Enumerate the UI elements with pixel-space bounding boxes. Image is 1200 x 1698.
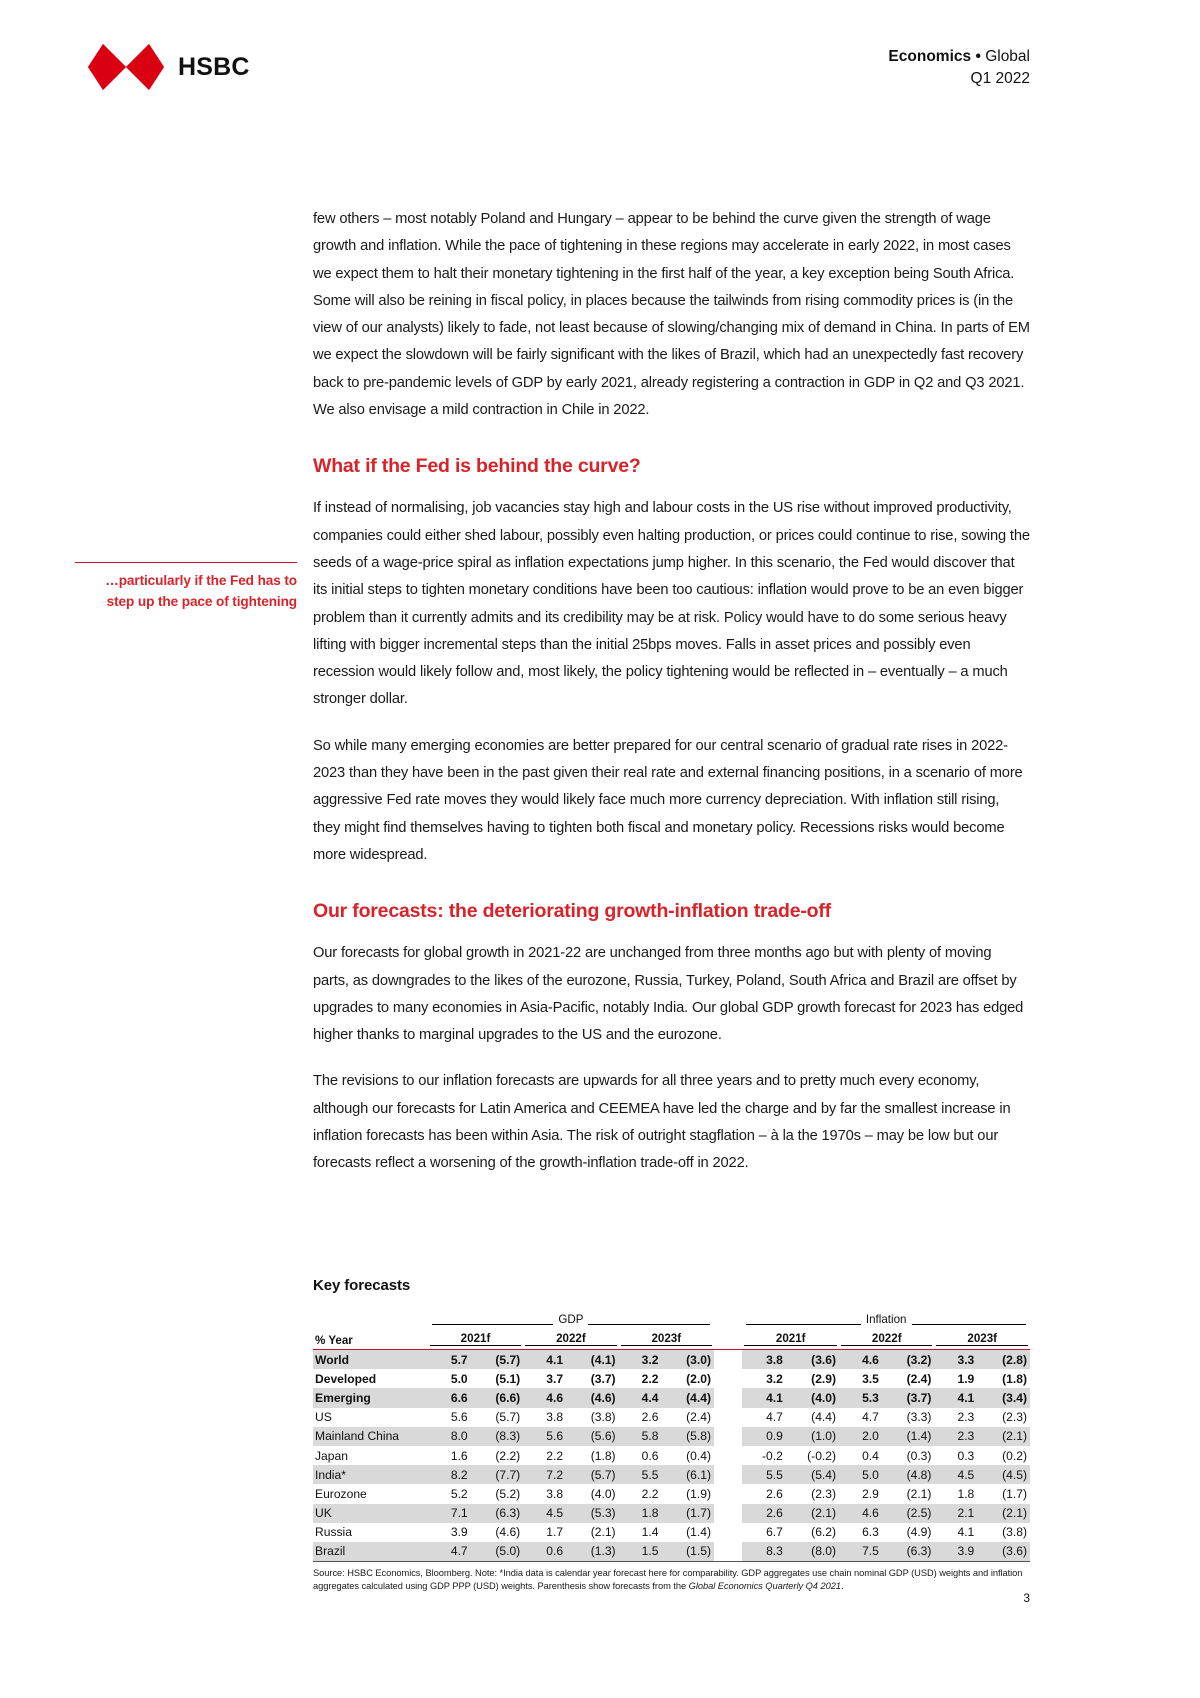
table-cell-gdp-previous: (5.7) <box>495 1410 521 1425</box>
group-header-gdp <box>428 1310 714 1327</box>
table-row-label: World <box>313 1350 428 1370</box>
table-cell-gdp-current: 0.6 <box>641 1448 659 1463</box>
table-cell-inflation-previous: (2.1) <box>977 1427 1030 1446</box>
table-row <box>313 1504 1030 1523</box>
table-cell-inflation-current: 4.7 <box>766 1410 783 1425</box>
table-cell-inflation-current: 0.3 <box>957 1448 975 1463</box>
source-text-part-1: Source: HSBC Economics, Bloomberg. Note: *India data is calendar year forecast here for comparability. GDP aggregates use chain nominal GDP (USD) weights and inflation aggregates calculated using GDP PPP (USD) weights. Parenthesis show forecasts from the <box>313 1568 1023 1592</box>
table-cell-gdp-previous: (3.0) <box>661 1350 714 1370</box>
table-cell-gdp-previous: (4.1) <box>566 1350 619 1370</box>
table-cell-inflation-current: 4.1 <box>934 1388 977 1407</box>
table-cell-gdp-previous: (5.0) <box>471 1542 524 1562</box>
table-cell-inflation-previous: (0.3) <box>906 1448 932 1463</box>
table-row-label: Russia <box>315 1525 352 1540</box>
table-cell-inflation-current: 5.0 <box>839 1465 882 1484</box>
table-cell-inflation-previous: (4.0) <box>786 1388 839 1407</box>
table-cell-gdp-previous: (5.7) <box>566 1465 619 1484</box>
table-cell-gdp-current: 4.5 <box>523 1504 566 1523</box>
table-cell-inflation-current: 4.6 <box>839 1350 882 1370</box>
source-text-part-2: . <box>840 1581 844 1592</box>
table-cell-gap <box>714 1484 742 1503</box>
table-cell-gdp-current: 2.2 <box>641 1486 659 1501</box>
table-cell-inflation-previous: (4.8) <box>882 1465 935 1484</box>
table-body <box>313 1350 1030 1562</box>
table-cell-inflation-previous: (2.5) <box>882 1504 935 1523</box>
table-cell-inflation-current: 2.6 <box>742 1504 785 1523</box>
table-cell-gdp-previous: (5.7) <box>471 1350 524 1370</box>
table-cell-gdp-previous: (3.7) <box>590 1371 616 1386</box>
table-cell-inflation-current: 8.3 <box>742 1542 785 1562</box>
table-cell-gdp-current: 3.2 <box>619 1350 662 1370</box>
table-cell-gdp-previous: (1.3) <box>566 1542 619 1562</box>
table-cell-inflation-current: 3.3 <box>934 1350 977 1370</box>
table-cell-inflation-previous: (3.3) <box>906 1410 932 1425</box>
table-cell-inflation-previous: (4.5) <box>977 1465 1030 1484</box>
table-cell-inflation-previous: (0.2) <box>1002 1448 1027 1463</box>
table-cell-inflation-current: 6.7 <box>766 1525 783 1540</box>
table-cell-gdp-current: 5.0 <box>450 1371 468 1386</box>
table-row <box>313 1523 1030 1542</box>
table-group-header-row <box>313 1310 1030 1327</box>
table-year-header-row <box>313 1327 1030 1350</box>
table-row <box>313 1446 1030 1465</box>
table-cell-gdp-current: 5.7 <box>428 1350 471 1370</box>
table-cell-inflation-previous: (6.3) <box>882 1542 935 1562</box>
table-cell-inflation-previous: (2.1) <box>786 1504 839 1523</box>
column-header-gdp-2022f-label: 2022f <box>552 1332 590 1345</box>
table-cell-gdp-current: 1.6 <box>450 1448 468 1463</box>
table-cell-gdp-previous: (3.8) <box>590 1410 616 1425</box>
table-row-label: UK <box>313 1504 428 1523</box>
table-cell-gdp-current: 3.9 <box>450 1525 468 1540</box>
table-cell-inflation-current: 6.3 <box>862 1525 879 1540</box>
table-cell-inflation-current: -0.2 <box>762 1448 783 1463</box>
table-cell-inflation-current: 1.9 <box>957 1371 975 1386</box>
paragraph-5: The revisions to our inflation forecasts are upwards for all three years and to pretty much every economy, although our forecasts for Latin America and CEEMEA have led the charge and by far the smallest increase in inflation forecasts has been within Asia. The risk of outright stagflation – à la the 1970s – may be low but our forecasts reflect a worsening of the growth-inflation trade-off in 2022. <box>313 1073 1011 1172</box>
table-head <box>313 1310 1030 1350</box>
hsbc-hexagon-icon <box>88 44 164 90</box>
table-cell-inflation-current: 4.1 <box>742 1388 785 1407</box>
column-header-gdp-2021f-label: 2021f <box>457 1332 495 1345</box>
table-cell-gdp-current: 1.8 <box>619 1504 662 1523</box>
table-cell-gap <box>714 1504 742 1523</box>
table-row-label: Mainland China <box>313 1427 428 1446</box>
table-row <box>313 1427 1030 1446</box>
table-cell-inflation-previous: (2.9) <box>811 1371 837 1386</box>
column-header-inflation-2022f-label: 2022f <box>868 1332 906 1345</box>
table-cell-gdp-current: 2.2 <box>546 1448 564 1463</box>
table-cell-gap <box>714 1408 742 1427</box>
table-cell-gdp-current: 5.5 <box>619 1465 662 1484</box>
table-cell-gdp-previous: (1.7) <box>661 1504 714 1523</box>
header-region: Global <box>985 48 1030 65</box>
table-cell-inflation-previous: (2.3) <box>1002 1410 1027 1425</box>
paragraph-2: If instead of normalising, job vacancies stay high and labour costs in the US rise without improved productivity, companies could either shed labour, possibly even halting production, or prices could continue to rise, sowing the seeds of a wage-price spiral as inflation expectations jump higher. In this scenario, the Fed would discover that its initial steps to tighten monetary conditions have been too cautious: inflation would prove to be an even bigger problem than it currently admits and its credibility may be at risk. Policy would have to do some serious heavy lifting with bigger incremental steps than the initial 25bps moves. Falls in asset prices and possibly even recession would likely follow and, most likely, the policy tightening would be reflected in – eventually – a much stronger dollar. <box>313 500 1030 708</box>
table-cell-gdp-previous: (6.6) <box>471 1388 524 1407</box>
table-cell-gdp-current: 4.7 <box>428 1542 471 1562</box>
table-cell-inflation-current: 2.3 <box>934 1427 977 1446</box>
table-cell-inflation-previous: (2.3) <box>811 1486 837 1501</box>
table-cell-gdp-previous: (5.6) <box>566 1427 619 1446</box>
table-row-label: India* <box>313 1465 428 1484</box>
table-cell-gdp-previous: (6.3) <box>471 1504 524 1523</box>
table-cell-inflation-current: 4.6 <box>839 1504 882 1523</box>
section-heading-our-forecasts: Our forecasts: the deteriorating growth-inflation trade-off <box>313 900 831 923</box>
table-cell-inflation-previous: (2.4) <box>906 1371 932 1386</box>
group-header-spacer <box>313 1310 428 1327</box>
table-cell-gdp-previous: (2.1) <box>590 1525 616 1540</box>
table-cell-gdp-previous: (1.9) <box>686 1486 711 1501</box>
table-cell-inflation-current: 2.0 <box>839 1427 882 1446</box>
table-cell-gdp-current: 4.1 <box>523 1350 566 1370</box>
group-header-gdp-label: GDP <box>553 1313 588 1326</box>
table-row-label: Eurozone <box>315 1486 367 1501</box>
table-cell-inflation-current: 2.1 <box>934 1504 977 1523</box>
table-cell-gap <box>714 1542 742 1562</box>
table-row <box>313 1408 1030 1427</box>
table-cell-inflation-previous: (1.0) <box>786 1427 839 1446</box>
table-cell-gdp-previous: (1.4) <box>686 1525 711 1540</box>
table-row-label: Emerging <box>313 1388 428 1407</box>
table-cell-gdp-current: 1.7 <box>546 1525 564 1540</box>
table-row-label: Japan <box>315 1448 348 1463</box>
table-cell-gdp-previous: (5.2) <box>495 1486 521 1501</box>
table-cell-inflation-current: 2.9 <box>862 1486 879 1501</box>
table-cell-gdp-current: 3.8 <box>546 1410 564 1425</box>
table-cell-gap <box>714 1446 742 1465</box>
table-row-label: Developed <box>315 1371 377 1386</box>
table-cell-gdp-current: 4.6 <box>523 1388 566 1407</box>
key-forecasts-table <box>313 1310 1030 1562</box>
table-cell-gdp-previous: (4.6) <box>495 1525 521 1540</box>
section-heading-fed-behind-curve: What if the Fed is behind the curve? <box>313 455 641 478</box>
table-cell-inflation-previous: (3.6) <box>977 1542 1030 1562</box>
page-header <box>0 38 1200 98</box>
table-cell-inflation-previous: (3.2) <box>882 1350 935 1370</box>
header-issue: Q1 2022 <box>970 70 1030 88</box>
table-title: Key forecasts <box>313 1277 411 1294</box>
table-cell-gdp-current: 2.6 <box>641 1410 659 1425</box>
table-cell-inflation-current: 2.3 <box>957 1410 975 1425</box>
table-row <box>313 1465 1030 1484</box>
table-cell-inflation-current: 0.4 <box>862 1448 879 1463</box>
table-cell-inflation-current: 3.8 <box>742 1350 785 1370</box>
main-content <box>313 206 1030 1197</box>
table-cell-inflation-current: 7.5 <box>839 1542 882 1562</box>
table-cell-inflation-previous: (4.9) <box>906 1525 932 1540</box>
margin-note-text <box>75 570 297 612</box>
table-cell-gdp-previous: (5.1) <box>495 1371 521 1386</box>
column-header-inflation-2021f <box>742 1327 839 1350</box>
table-cell-gdp-previous: (8.3) <box>471 1427 524 1446</box>
key-forecasts-block <box>313 1277 1030 1594</box>
table-cell-gdp-current: 3.8 <box>546 1486 564 1501</box>
table-cell-gap <box>714 1427 742 1446</box>
header-meta <box>888 46 1030 91</box>
table-cell-inflation-previous: (5.4) <box>786 1465 839 1484</box>
table-cell-gdp-current: 5.2 <box>450 1486 468 1501</box>
table-cell-gdp-previous: (1.5) <box>661 1542 714 1562</box>
table-cell-inflation-current: 4.1 <box>957 1525 975 1540</box>
table-row-label: Brazil <box>313 1542 428 1562</box>
paragraph-3: So while many emerging economies are better prepared for our central scenario of gradual rate rises in 2022-2023 than they have been in the past given their real rate and external financing positions, in a scenario of more aggressive Fed rate moves they would likely face much more currency depreciation. With inflation still rising, they might find themselves having to tighten both fiscal and monetary policy. Recessions risks would become more widespread. <box>313 737 1023 863</box>
table-cell-inflation-previous: (8.0) <box>786 1542 839 1562</box>
table-cell-inflation-previous: (2.1) <box>977 1504 1030 1523</box>
table-cell-gdp-current: 4.4 <box>619 1388 662 1407</box>
table-cell-gdp-current: 8.2 <box>428 1465 471 1484</box>
table-cell-inflation-current: 1.8 <box>957 1486 975 1501</box>
table-cell-gdp-current: 5.6 <box>523 1427 566 1446</box>
column-header-inflation-2021f-label: 2021f <box>772 1332 810 1345</box>
table-cell-gdp-current: 5.8 <box>619 1427 662 1446</box>
table-cell-gdp-current: 3.7 <box>546 1371 564 1386</box>
table-cell-gdp-previous: (7.7) <box>471 1465 524 1484</box>
table-cell-gdp-current: 0.6 <box>523 1542 566 1562</box>
paragraph-4: Our forecasts for global growth in 2021-22 are unchanged from three months ago but with plenty of moving parts, as downgrades to the likes of the eurozone, Russia, Turkey, Poland, South Africa and Brazil are offset by upgrades to many economies in Asia-Pacific, notably India. Our global GDP growth forecast for 2023 has edged higher thanks to marginal upgrades to the US and the eurozone. <box>313 945 1024 1044</box>
table-cell-inflation-previous: (6.2) <box>811 1525 837 1540</box>
table-cell-gdp-current: 5.6 <box>450 1410 468 1425</box>
table-cell-inflation-current: 5.3 <box>839 1388 882 1407</box>
table-row <box>313 1350 1030 1370</box>
header-publication-line <box>888 46 1030 68</box>
column-header-gdp-2022f <box>523 1327 618 1350</box>
table-row <box>313 1542 1030 1562</box>
table-cell-gap <box>714 1465 742 1484</box>
table-cell-gap <box>714 1523 742 1542</box>
table-cell-gdp-previous: (2.2) <box>495 1448 521 1463</box>
table-cell-gdp-current: 2.2 <box>641 1371 659 1386</box>
table-row <box>313 1388 1030 1407</box>
group-header-gap <box>714 1310 742 1327</box>
column-header-inflation-2023f-label: 2023f <box>963 1332 1001 1345</box>
table-cell-gdp-current: 1.5 <box>619 1542 662 1562</box>
table-cell-inflation-previous: (3.4) <box>977 1388 1030 1407</box>
hsbc-wordmark: HSBC <box>178 52 250 81</box>
source-text-italic: Global Economics Quarterly Q4 2021 <box>688 1581 841 1592</box>
group-header-inflation <box>742 1310 1030 1327</box>
table-cell-gdp-current: 8.0 <box>428 1427 471 1446</box>
table-cell-inflation-previous: (1.7) <box>1002 1486 1027 1501</box>
table-row-label: US <box>315 1410 332 1425</box>
table-cell-gdp-previous: (1.8) <box>590 1448 616 1463</box>
table-cell-gdp-previous: (5.8) <box>661 1427 714 1446</box>
table-cell-inflation-previous: (-0.2) <box>807 1448 837 1463</box>
table-cell-gdp-current: 7.1 <box>428 1504 471 1523</box>
table-cell-gdp-previous: (4.4) <box>661 1388 714 1407</box>
table-cell-gdp-current: 1.4 <box>641 1525 659 1540</box>
margin-note-line-2: step up the pace of tightening <box>106 594 297 609</box>
header-publication-name: Economics <box>888 48 972 65</box>
table-cell-inflation-previous: (3.6) <box>786 1350 839 1370</box>
table-row <box>313 1369 1030 1388</box>
table-cell-gap <box>714 1350 742 1370</box>
table-cell-gdp-previous: (0.4) <box>686 1448 711 1463</box>
table-cell-inflation-current: 3.9 <box>934 1542 977 1562</box>
column-header-gdp-2021f <box>428 1327 523 1350</box>
margin-note-rule <box>75 562 297 563</box>
column-header-gdp-2023f-label: 2023f <box>647 1332 685 1345</box>
paragraph-1: few others – most notably Poland and Hungary – appear to be behind the curve given the strength of wage growth and inflation. While the pace of tightening in these regions may accelerate in early 2022, in most cases we expect them to halt their monetary tightening in the first half of the year, a key exception being South Africa. Some will also be reining in fiscal policy, in places because the tailwinds from rising commodity prices is (in the view of our analysts) likely to fade, not least because of slowing/changing mix of demand in China. In parts of EM we expect the slowdown will be fairly significant with the likes of Brazil, which had an unexpectedly fast recovery back to pre-pandemic levels of GDP by early 2021, already registering a contraction in GDP in Q2 and Q3 2021. We also envisage a mild contraction in Chile in 2022. <box>313 211 1030 419</box>
year-header-gap <box>714 1327 742 1350</box>
table-cell-inflation-previous: (2.8) <box>977 1350 1030 1370</box>
table-cell-gdp-previous: (2.0) <box>686 1371 711 1386</box>
table-source-note <box>313 1567 1030 1594</box>
table-cell-gdp-previous: (6.1) <box>661 1465 714 1484</box>
table-cell-inflation-current: 0.9 <box>742 1427 785 1446</box>
column-header-inflation-2023f <box>934 1327 1030 1350</box>
table-cell-inflation-current: 3.2 <box>766 1371 783 1386</box>
table-cell-gdp-previous: (4.6) <box>566 1388 619 1407</box>
page-number: 3 <box>1023 1591 1030 1605</box>
column-header-gdp-2023f <box>619 1327 714 1350</box>
table-cell-gdp-previous: (5.3) <box>566 1504 619 1523</box>
margin-note-line-1: …particularly if the Fed has to <box>105 573 297 588</box>
table-cell-inflation-current: 5.5 <box>742 1465 785 1484</box>
table-cell-gdp-current: 7.2 <box>523 1465 566 1484</box>
table-cell-inflation-current: 2.6 <box>766 1486 783 1501</box>
table-row <box>313 1484 1030 1503</box>
table-cell-gap <box>714 1388 742 1407</box>
table-cell-gdp-current: 6.6 <box>428 1388 471 1407</box>
table-cell-gdp-previous: (4.0) <box>590 1486 616 1501</box>
table-cell-inflation-current: 4.5 <box>934 1465 977 1484</box>
column-header-row-label: % Year <box>315 1334 353 1347</box>
header-bullet-separator: • <box>975 48 981 65</box>
column-header-inflation-2022f <box>839 1327 934 1350</box>
table-cell-inflation-previous: (4.4) <box>811 1410 837 1425</box>
table-cell-inflation-previous: (1.4) <box>882 1427 935 1446</box>
table-cell-inflation-previous: (1.8) <box>1002 1371 1027 1386</box>
margin-note <box>75 562 297 612</box>
table-cell-gdp-previous: (2.4) <box>686 1410 711 1425</box>
hsbc-logo <box>88 44 250 90</box>
table-cell-inflation-current: 4.7 <box>862 1410 879 1425</box>
table-cell-inflation-previous: (3.8) <box>1002 1525 1027 1540</box>
table-cell-inflation-current: 3.5 <box>862 1371 879 1386</box>
group-header-inflation-label: Inflation <box>861 1313 912 1326</box>
table-cell-inflation-previous: (2.1) <box>906 1486 932 1501</box>
table-cell-gap <box>714 1369 742 1388</box>
table-cell-inflation-previous: (3.7) <box>882 1388 935 1407</box>
